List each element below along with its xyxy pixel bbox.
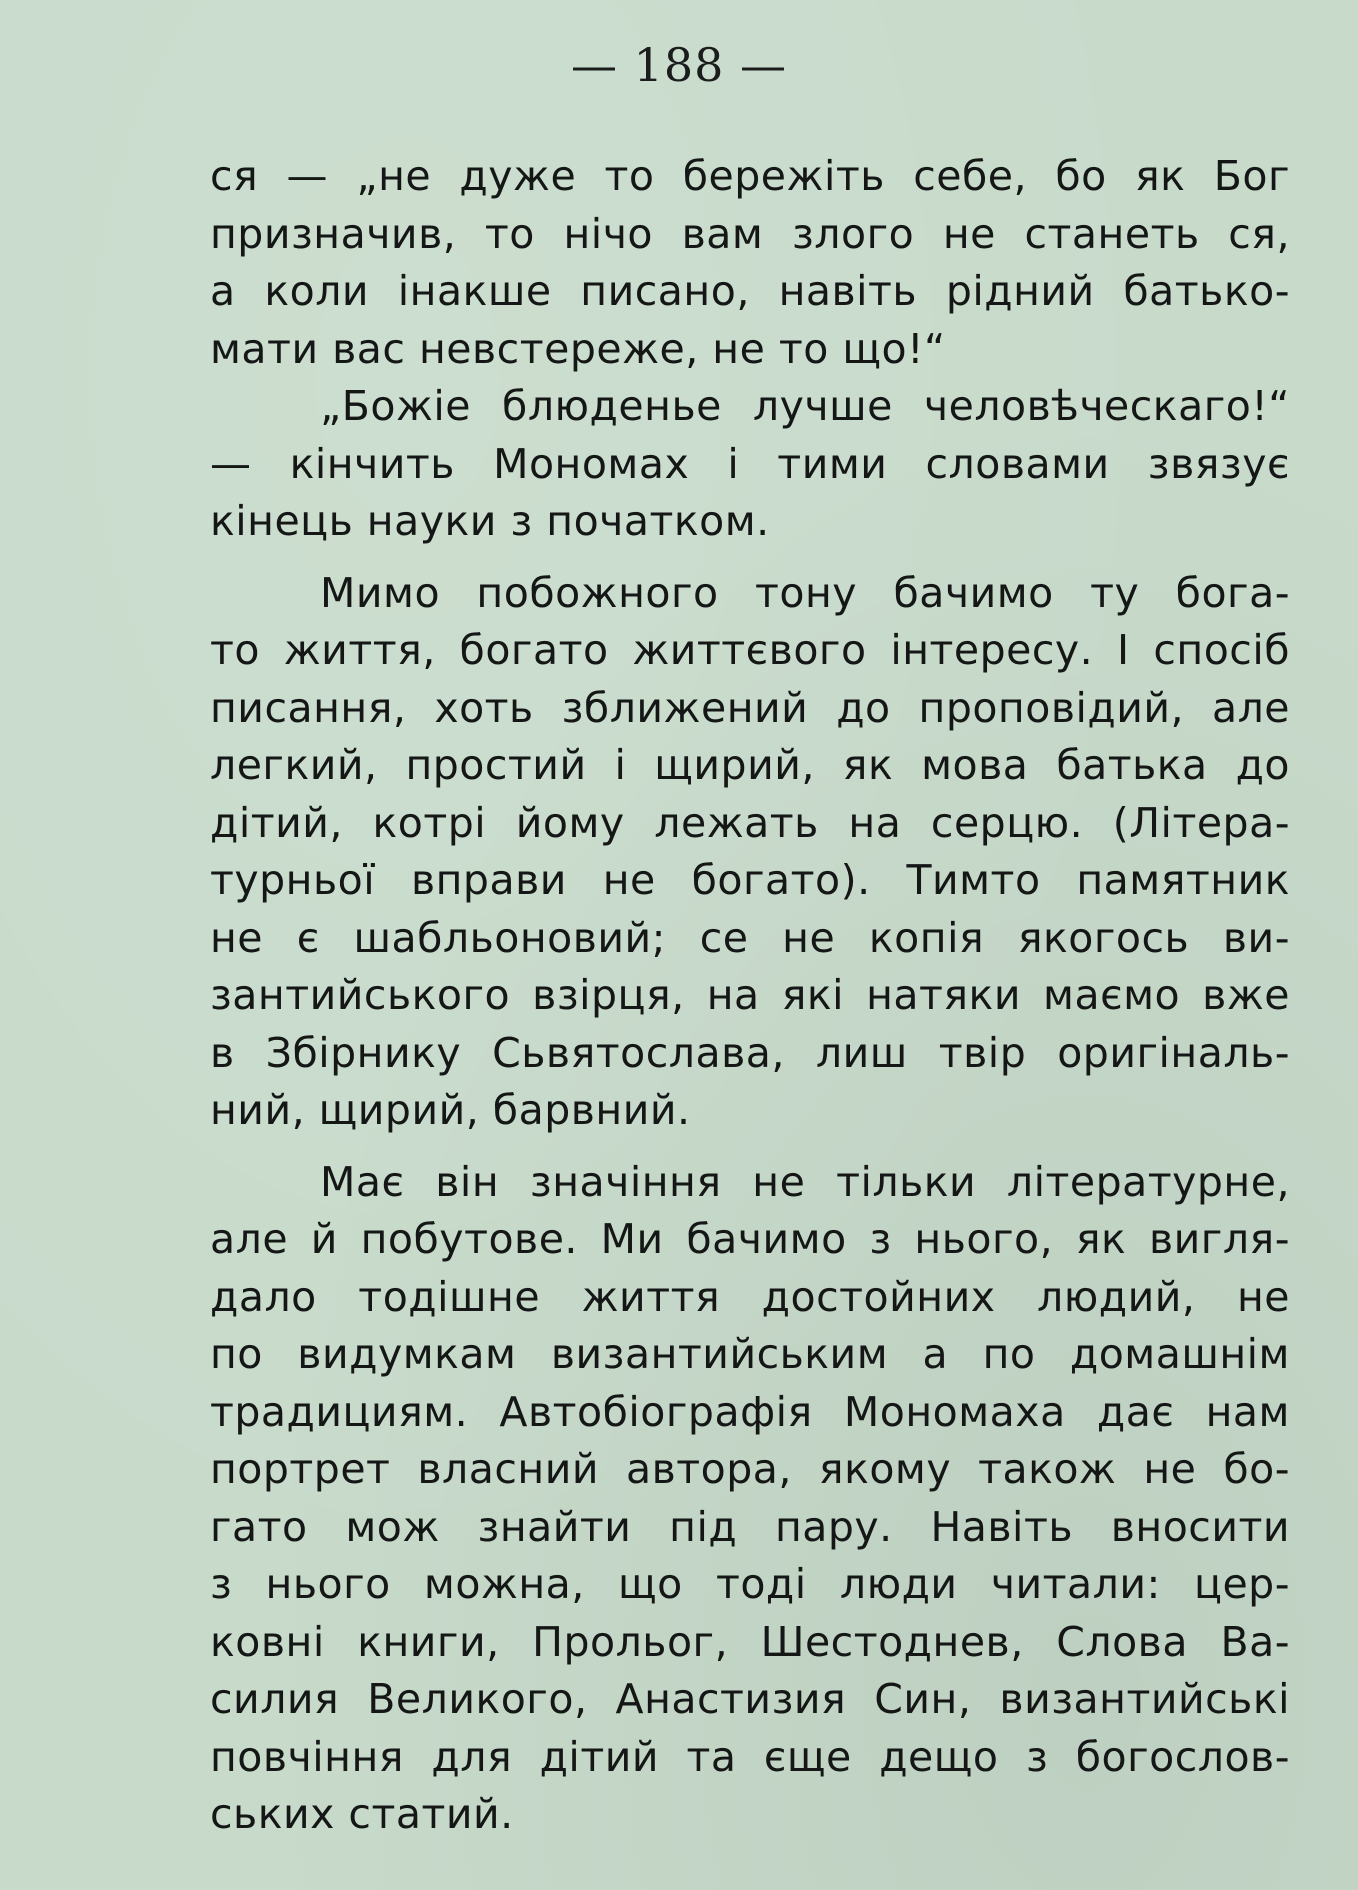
text-line: Мимо побожного тону бачимо ту бога- (320, 568, 1290, 617)
text-line: з нього можна, що тоді люди читали: цер- (210, 1560, 1290, 1608)
page-number: — 188 — (570, 38, 788, 92)
text-line: ний, щирий, барвний. (210, 1086, 691, 1134)
text-line: але й побутове. Ми бачимо з нього, як вигля- (210, 1215, 1290, 1263)
text-line: — кінчить Мономах і тими словами звязує (210, 439, 1290, 488)
text-line: писання, хоть зближений до проповідий, але (210, 683, 1290, 732)
text-line: портрет власний автора, якому також не бо- (210, 1445, 1290, 1493)
text-line: не є шабльоновий; се не копія якогось ви- (210, 913, 1290, 962)
text-line: гато мож знайти під пару. Навіть вносити (210, 1502, 1290, 1551)
text-line: турньої вправи не богато). Тимто памятник (210, 856, 1290, 904)
text-line: а коли інакше писано, навіть рідний батько- (210, 267, 1290, 315)
text-line: „Божіе блюденье лучше человѣческаго!“ (320, 382, 1290, 430)
text-line: повчіння для дітий та єще дещо з богослов- (210, 1732, 1290, 1781)
text-line: мати вас невстереже, не то що!“ (210, 324, 946, 373)
paragraph (210, 1154, 1290, 1844)
text-line: легкий, простий і щирий, як мова батька до (210, 741, 1290, 789)
paragraph (210, 565, 1290, 1140)
text-line: призначив, то нічо вам злого не станеть ся, (210, 209, 1290, 258)
text-line: ся — „не дуже то бережіть себе, бо як Бог (210, 152, 1290, 200)
text-line: силия Великого, Анастизия Син, византийські (210, 1675, 1290, 1723)
text-line: Має він значіння не тільки літературне, (320, 1157, 1290, 1206)
paragraph (210, 378, 1290, 551)
text-line: в Збірнику Сьвятослава, лиш твір оригіналь- (210, 1028, 1290, 1077)
text-line: то життя, богато життєвого інтересу. І спосіб (210, 626, 1290, 674)
text-line: дітий, котрі йому лежать на серцю. (Літера- (210, 798, 1290, 847)
text-line: зантийського взірця, на які натяки маємо вже (210, 971, 1290, 1019)
body-text (210, 148, 1290, 1844)
text-line: традициям. Автобіографія Мономаха дає нам (210, 1387, 1290, 1436)
paragraph (210, 148, 1290, 378)
text-line: ковні книги, Прольог, Шестоднев, Слова Ва- (210, 1617, 1290, 1666)
text-line: ських статий. (210, 1790, 514, 1838)
text-line: дало тодішне життя достойних людий, не (210, 1272, 1290, 1321)
text-line: кінець науки з початком. (210, 497, 770, 545)
text-line: по видумкам византийським а по домашнім (210, 1330, 1290, 1378)
